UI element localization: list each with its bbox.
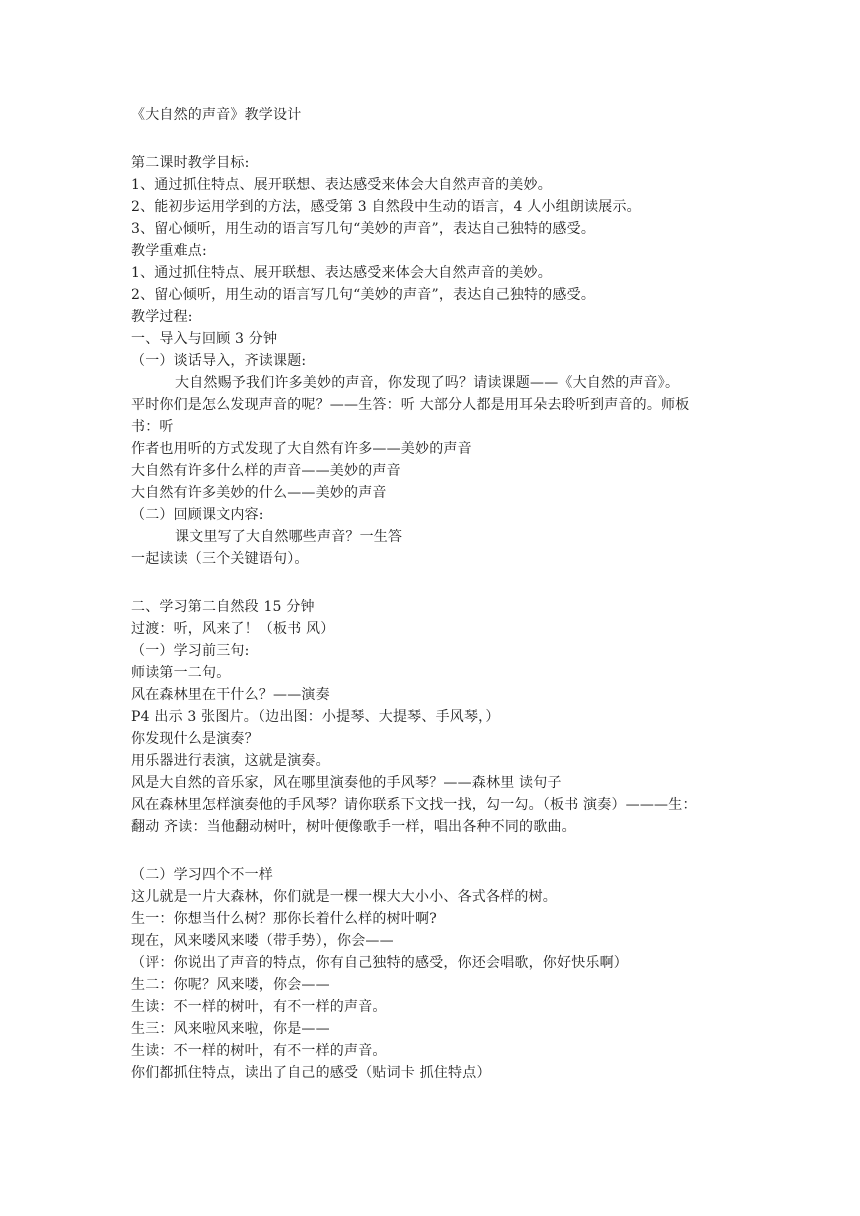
document-title: 《大自然的声音》教学设计 bbox=[131, 107, 302, 123]
paragraph-line: 用乐器进行表演，这就是演奏。 bbox=[131, 753, 330, 769]
key-point-item-1: 1、通过抓住特点、展开联想、表达感受来体会大自然声音的美妙。 bbox=[131, 265, 552, 281]
paragraph-line: （评：你说出了声音的特点，你有自己独特的感受，你还会唱歌，你好快乐啊） bbox=[131, 955, 628, 971]
paragraph-line: 课文里写了大自然哪些声音？一生答 bbox=[175, 529, 403, 545]
substep-heading: （一）学习前三句: bbox=[131, 643, 250, 659]
paragraph-line: 生一：你想当什么树？那你长着什么样的树叶啊? bbox=[131, 911, 437, 927]
paragraph-line: 现在，风来喽风来喽（带手势），你会—— bbox=[131, 933, 394, 949]
step-heading-2: 二、学习第二自然段 15 分钟 bbox=[131, 599, 315, 615]
paragraph-line: 你发现什么是演奏？ bbox=[131, 731, 259, 747]
section-heading-process: 教学过程: bbox=[131, 309, 193, 325]
paragraph-line: 平时你们是怎么发现声音的呢？——生答：听 大部分人都是用耳朵去聆听到声音的。师板 bbox=[131, 397, 690, 413]
paragraph-line: 生读：不一样的树叶，有不一样的声音。 bbox=[131, 1043, 387, 1059]
section-heading-key-points: 教学重难点: bbox=[131, 243, 207, 259]
substep-heading: （一）谈话导入，齐读课题: bbox=[131, 353, 307, 369]
substep-heading: （二）回顾课文内容: bbox=[131, 507, 264, 523]
paragraph-line: 风在森林里怎样演奏他的手风琴？请你联系下文找一找，勾一勾。（板书 演奏）———生： bbox=[131, 797, 697, 813]
paragraph-line: 生读：不一样的树叶，有不一样的声音。 bbox=[131, 999, 387, 1015]
paragraph-line: 翻动 齐读：当他翻动树叶，树叶便像歌手一样，唱出各种不同的歌曲。 bbox=[131, 819, 576, 835]
paragraph-line: 这儿就是一片大森林，你们就是一棵一棵大大小小、各式各样的树。 bbox=[131, 889, 557, 905]
paragraph-line: 师读第一二句。 bbox=[131, 665, 231, 681]
paragraph-line: 大自然赐予我们许多美妙的声音，你发现了吗？请读课题——《大自然的声音》。 bbox=[175, 375, 680, 391]
paragraph-line: 书：听 bbox=[131, 419, 174, 435]
paragraph-line: 大自然有许多美妙的什么——美妙的声音 bbox=[131, 485, 387, 501]
step-heading-1: 一、导入与回顾 3 分钟 bbox=[131, 331, 278, 347]
substep-heading: （二）学习四个不一样 bbox=[131, 867, 273, 883]
paragraph-line: 风在森林里在干什么？——演奏 bbox=[131, 687, 330, 703]
goal-item-1: 1、通过抓住特点、展开联想、表达感受来体会大自然声音的美妙。 bbox=[131, 177, 552, 193]
paragraph-line: 一起读读（三个关键语句）。 bbox=[131, 551, 309, 567]
goal-item-2: 2、能初步运用学到的方法，感受第 3 自然段中生动的语言，4 人小组朗读展示。 bbox=[131, 199, 641, 215]
paragraph-line: 你们都抓住特点，读出了自己的感受（贴词卡 抓住特点） bbox=[131, 1065, 491, 1081]
paragraph-line: P4 出示 3 张图片。（边出图：小提琴、大提琴、手风琴，） bbox=[131, 709, 500, 725]
key-point-item-2: 2、留心倾听，用生动的语言写几句“美妙的声音”，表达自己独特的感受。 bbox=[131, 287, 596, 303]
paragraph-line: 生三：风来啦风来啦，你是—— bbox=[131, 1021, 330, 1037]
paragraph-line: 作者也用听的方式发现了大自然有许多——美妙的声音 bbox=[131, 441, 472, 457]
paragraph-line: 生二：你呢？风来喽，你会—— bbox=[131, 977, 330, 993]
goal-item-3: 3、留心倾听，用生动的语言写几句“美妙的声音”，表达自己独特的感受。 bbox=[131, 221, 596, 237]
section-heading-lesson-goals: 第二课时教学目标: bbox=[131, 155, 250, 171]
paragraph-line: 风是大自然的音乐家，风在哪里演奏他的手风琴？——森林里 读句子 bbox=[131, 775, 562, 791]
paragraph-line: 过渡：听，风来了！（板书 风） bbox=[131, 621, 335, 637]
paragraph-line: 大自然有许多什么样的声音——美妙的声音 bbox=[131, 463, 401, 479]
